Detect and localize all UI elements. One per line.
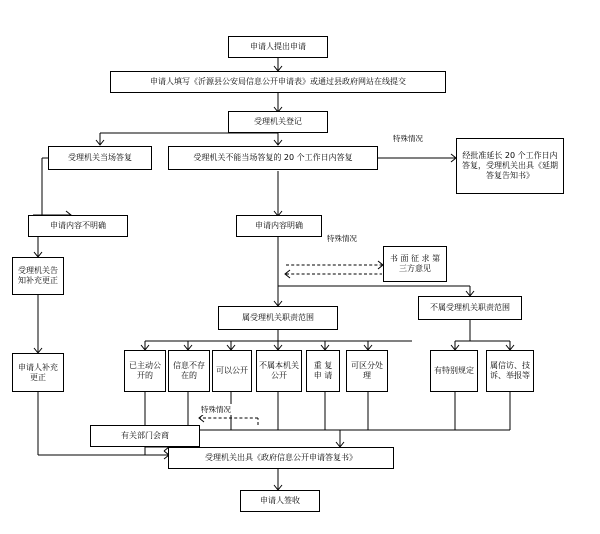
- node-label: 受理机关当场答复: [68, 153, 132, 162]
- node-label: 申请人填写《沂源县公安局信息公开申请表》或通过县政府网站在线提交: [150, 77, 406, 86]
- node-separable-handling: [346, 350, 388, 392]
- edge-label-special-1: [392, 133, 424, 144]
- node-label: 书 面 征 求 第三方意见: [389, 254, 441, 273]
- node-label: 重 复 申 请: [313, 361, 333, 380]
- node-label: 有特别规定: [434, 366, 474, 375]
- node-label: 属信访、技诉、举报等: [490, 361, 530, 380]
- node-not-this-agency: [256, 350, 302, 392]
- node-duplicate-request: [306, 350, 340, 392]
- node-label: 申请人提出申请: [250, 42, 306, 51]
- node-applicant-supplement: [12, 353, 64, 392]
- node-label: 经批准延长 20 个工作日内答复，受理机关出具《延期答复告知书》: [462, 151, 558, 180]
- node-notify-supplement: [12, 257, 64, 295]
- node-label: 信息不存在的: [173, 361, 205, 380]
- node-label: 受理机关出具《政府信息公开申请答复书》: [205, 453, 357, 462]
- node-label: 申请人签收: [260, 496, 300, 505]
- node-petition-complaint: [486, 350, 534, 392]
- node-fill-form: [110, 71, 446, 93]
- node-onsite-reply: [48, 146, 152, 170]
- node-content-clear: [236, 215, 322, 237]
- node-department-consultation: [90, 425, 200, 447]
- node-label: 受理机关告知补充更正: [18, 266, 58, 285]
- node-20day-reply: [168, 146, 378, 170]
- node-label: 有关部门会商: [121, 431, 169, 440]
- node-label: 不属本机关公开: [259, 361, 299, 380]
- node-extended-reply: [456, 138, 564, 194]
- node-outside-scope: [418, 296, 522, 320]
- node-label: 受理机关不能当场答复的 20 个工作日内答复: [193, 153, 353, 162]
- node-issue-reply-letter: [168, 447, 394, 469]
- node-label: 不属受理机关职责范围: [430, 303, 510, 312]
- node-label: 可区分处理: [351, 361, 383, 380]
- node-label: 已主动公开的: [129, 361, 161, 380]
- node-label: 可以公开: [216, 366, 248, 375]
- edge-label-special-3: [200, 404, 232, 415]
- edge-label-text: 特殊情况: [327, 234, 357, 243]
- node-already-public: [124, 350, 166, 392]
- node-label: 申请人补充更正: [18, 362, 58, 382]
- node-within-scope: [218, 306, 338, 330]
- node-label: 申请内容不明确: [50, 221, 106, 230]
- node-third-party-opinion: [383, 246, 447, 282]
- node-label: 受理机关登记: [254, 117, 302, 126]
- node-label: 属受理机关职责范围: [242, 313, 314, 322]
- node-label: 申请内容明确: [255, 221, 303, 230]
- node-can-publish: [212, 350, 252, 392]
- node-info-not-exist: [168, 350, 210, 392]
- node-content-unclear: [28, 215, 128, 237]
- node-applicant-submit: [228, 36, 328, 58]
- edge-label-text: 特殊情况: [201, 405, 231, 414]
- edge-label-special-2: [326, 233, 358, 244]
- node-register: [228, 111, 328, 133]
- edge-label-text: 特殊情况: [393, 134, 423, 143]
- node-applicant-receipt: [240, 490, 320, 512]
- node-special-provision: [430, 350, 478, 392]
